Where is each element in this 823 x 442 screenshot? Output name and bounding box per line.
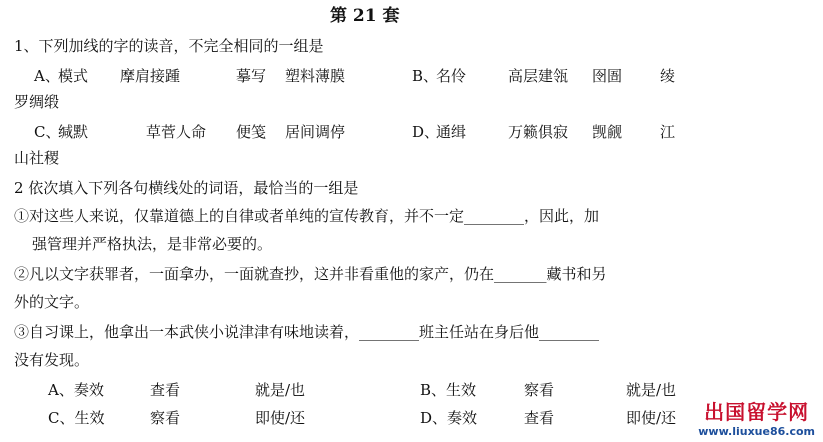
q2-option-b-2: 察看 <box>524 381 555 399</box>
sentence-1-line-1: ①对这些人来说，仅靠道德上的自律或者单纯的宣传教育，并不一定________，因此，加 <box>14 207 600 225</box>
q2-option-b-1: B、生效 <box>420 381 477 399</box>
sentence-3-line-2: 没有发现。 <box>14 351 90 369</box>
option-b-word-4: 绫 <box>660 67 676 85</box>
watermark-url: www.liuxue86.com <box>698 425 815 438</box>
sentence-1-line-2: 强管理并严格执法，是非常必要的。 <box>32 235 273 253</box>
question-2-stem: 2 依次填入下列各句横线处的词语，最恰当的一组是 <box>14 179 359 197</box>
option-d-label: D、 <box>412 123 440 141</box>
option-a-word-1: 模式 <box>58 67 89 85</box>
option-a-word-2: 摩肩接踵 <box>120 67 181 85</box>
sentence-2-line-2: 外的文字。 <box>14 293 90 311</box>
q2-option-c-3: 即使/还 <box>255 409 306 427</box>
q2-option-c-2: 察看 <box>150 409 181 427</box>
q2-option-a-3: 就是/也 <box>255 381 306 399</box>
option-b-word-3: 囹圄 <box>592 67 623 85</box>
option-c-word-3: 便笺 <box>236 123 267 141</box>
q2-option-c-1: C、生效 <box>48 409 105 427</box>
q2-option-b-3: 就是/也 <box>626 381 677 399</box>
option-b-continuation: 罗绸缎 <box>14 93 60 111</box>
option-b-label: B、 <box>412 67 439 85</box>
q2-option-a-1: A、奏效 <box>48 381 104 399</box>
option-b-word-2: 高层建瓴 <box>508 67 569 85</box>
q2-option-d-1: D、奏效 <box>420 409 478 427</box>
q2-option-d-2: 查看 <box>524 409 555 427</box>
option-c-label: C、 <box>34 123 61 141</box>
question-1-stem: 1、下列加线的字的读音，不完全相同的一组是 <box>14 37 324 55</box>
page-title: 第 21 套 <box>330 6 400 26</box>
option-c-word-1: 缄默 <box>58 123 89 141</box>
sentence-2-line-1: ②凡以文字获罪者，一面拿办，一面就查抄，这并非看重他的家产，仍在_______藏书和另 <box>14 265 607 283</box>
option-c-word-4: 居间调停 <box>285 123 346 141</box>
option-a-word-4: 塑料薄膜 <box>285 67 346 85</box>
option-c-word-2: 草菅人命 <box>146 123 207 141</box>
option-b-word-1: 名伶 <box>436 67 467 85</box>
option-d-word-3: 觊觎 <box>592 123 623 141</box>
watermark-text: 出国留学网 <box>704 400 810 424</box>
option-d-word-1: 通缉 <box>436 123 467 141</box>
q2-option-a-2: 查看 <box>150 381 181 399</box>
option-a-word-3: 摹写 <box>236 67 267 85</box>
option-d-word-4: 江 <box>660 123 676 141</box>
watermark-logo <box>698 396 815 438</box>
q2-option-d-3: 即使/还 <box>626 409 677 427</box>
option-d-word-2: 万籁俱寂 <box>508 123 569 141</box>
option-a-label: A、 <box>34 67 60 85</box>
sentence-3-line-1: ③自习课上，他拿出一本武侠小说津津有味地读着，________班主任站在身后他________ <box>14 323 600 341</box>
option-d-continuation: 山社稷 <box>14 149 60 167</box>
